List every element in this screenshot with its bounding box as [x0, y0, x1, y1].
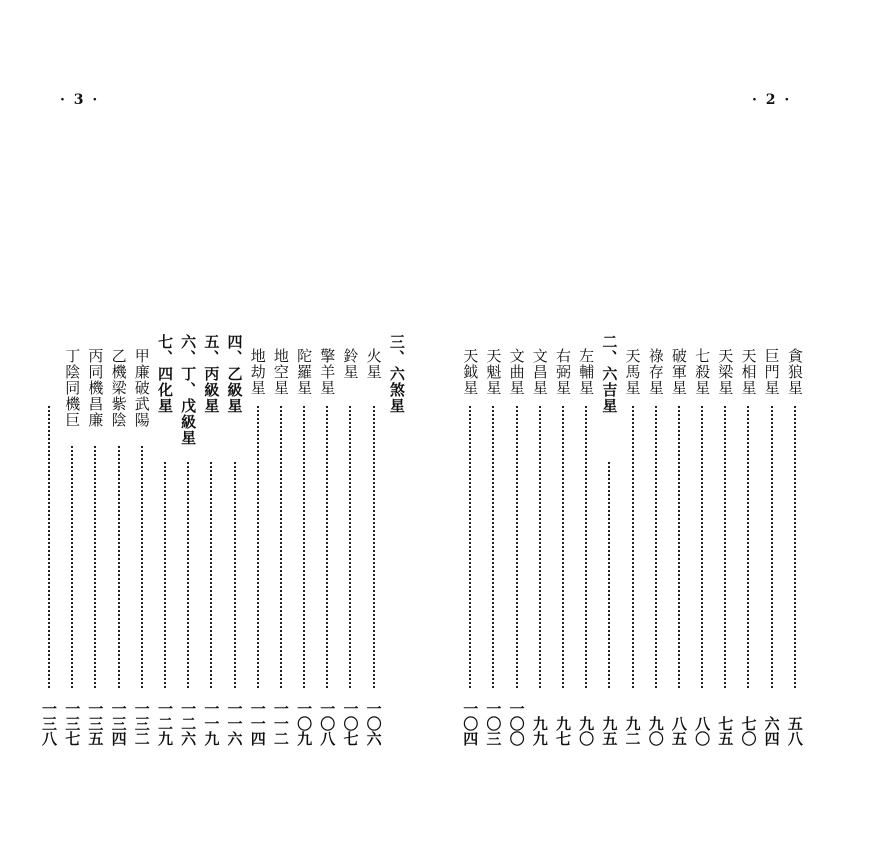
toc-entry-page: 一一六 — [225, 701, 244, 746]
toc-entry — [644, 334, 667, 746]
toc-entry-title: 左輔星 — [577, 348, 596, 396]
toc-dot-leader — [585, 406, 587, 688]
toc-dot-leader — [326, 406, 328, 688]
toc-entry — [269, 334, 292, 746]
toc-dot-leader — [608, 462, 610, 688]
toc-entry-page: 一一九 — [202, 701, 221, 746]
toc-entry-title: 陀羅星 — [295, 348, 314, 396]
toc-entry-page: 九九 — [530, 716, 549, 746]
toc-entry-page: 一〇〇 — [507, 701, 526, 746]
toc-entry — [621, 334, 644, 746]
toc-entry — [107, 334, 130, 746]
toc-entry — [37, 334, 60, 746]
toc-dot-leader — [701, 406, 703, 688]
toc-entry-title: 右弼星 — [553, 348, 572, 396]
toc-dot-leader — [469, 406, 471, 688]
toc-entry — [60, 334, 83, 746]
toc-entry-title: 七、四化星 — [155, 334, 174, 414]
toc-entry — [315, 334, 338, 746]
toc-entry — [292, 334, 315, 746]
toc-entry — [783, 334, 806, 746]
toc-entry-page: 一〇八 — [318, 701, 337, 746]
toc-entry-title: 地空星 — [271, 348, 290, 396]
toc-entry-page: 九〇 — [577, 716, 596, 746]
toc-dot-leader — [303, 406, 305, 688]
left-page-toc — [40, 334, 408, 746]
toc-section-heading — [223, 334, 246, 746]
toc-entry-title: 破軍星 — [669, 348, 688, 396]
toc-section-heading — [597, 334, 620, 746]
toc-dot-leader — [771, 406, 773, 688]
toc-entry-page: 一三七 — [63, 701, 82, 746]
toc-dot-leader — [118, 446, 120, 688]
left-page-number: · 3 · — [60, 92, 100, 108]
toc-entry-page: 六四 — [762, 716, 781, 746]
toc-entry-title: 三、六煞星 — [387, 334, 406, 414]
toc-entry-page: 一〇三 — [484, 701, 503, 746]
toc-entry-page: 八五 — [669, 716, 688, 746]
toc-entry-title: 天相星 — [739, 348, 758, 396]
toc-entry-title: 天魁星 — [484, 348, 503, 396]
toc-entry-page: 一一二 — [271, 701, 290, 746]
toc-dot-leader — [373, 406, 375, 688]
toc-dot-leader — [539, 406, 541, 688]
toc-entry-page: 一三二 — [132, 701, 151, 746]
toc-entry-title: 甲廉破武陽 — [132, 348, 151, 428]
toc-entry-title: 天馬星 — [623, 348, 642, 396]
toc-entry — [528, 334, 551, 746]
toc-dot-leader — [516, 406, 518, 688]
toc-entry — [505, 334, 528, 746]
toc-entry-title: 二、六吉星 — [600, 334, 619, 414]
toc-entry-page: 八〇 — [693, 716, 712, 746]
toc-dot-leader — [492, 406, 494, 688]
toc-entry — [736, 334, 759, 746]
toc-dot-leader — [210, 462, 212, 688]
toc-entry-page: 一三五 — [86, 701, 105, 746]
toc-entry-page: 九七 — [553, 716, 572, 746]
toc-entry-page: 七五 — [716, 716, 735, 746]
toc-entry — [574, 334, 597, 746]
toc-entry-page: 九五 — [600, 716, 619, 746]
toc-entry-title: 祿存星 — [646, 348, 665, 396]
toc-entry — [760, 334, 783, 746]
toc-entry-title: 文曲星 — [507, 348, 526, 396]
toc-entry — [130, 334, 153, 746]
toc-dot-leader — [280, 406, 282, 688]
toc-entry-page: 一二六 — [179, 701, 198, 746]
toc-entry-title: 巨門星 — [762, 348, 781, 396]
toc-dot-leader — [655, 406, 657, 688]
toc-section-heading — [385, 334, 408, 746]
toc-dot-leader — [562, 406, 564, 688]
toc-entry-title: 擎羊星 — [318, 348, 337, 396]
toc-entry-page: 五八 — [785, 716, 804, 746]
toc-dot-leader — [187, 462, 189, 688]
toc-section-heading — [199, 334, 222, 746]
toc-dot-leader — [234, 462, 236, 688]
toc-entry-title: 乙機梁紫陰 — [109, 348, 128, 428]
toc-entry-title: 六、丁、戊級星 — [179, 334, 198, 446]
toc-entry — [667, 334, 690, 746]
toc-dot-leader — [164, 462, 166, 688]
toc-entry-title: 天梁星 — [716, 348, 735, 396]
toc-dot-leader — [257, 406, 259, 688]
toc-entry — [458, 334, 481, 746]
toc-entry-title: 貪狼星 — [785, 348, 804, 396]
toc-entry-title: 丁陰同機巨 — [63, 348, 82, 428]
toc-dot-leader — [632, 406, 634, 688]
toc-entry — [246, 334, 269, 746]
toc-entry-title: 丙同機昌廉 — [86, 348, 105, 428]
toc-section-heading — [153, 334, 176, 746]
right-page-number: · 2 · — [752, 92, 792, 108]
toc-entry-title: 鈴星 — [341, 348, 360, 380]
toc-entry-title: 火星 — [364, 348, 383, 380]
toc-entry-page: 一三八 — [40, 701, 58, 746]
toc-entry-page: 一三四 — [109, 701, 128, 746]
toc-entry-page: 九二 — [623, 716, 642, 746]
toc-entry — [362, 334, 385, 746]
toc-entry — [713, 334, 736, 746]
toc-entry-page: 一〇四 — [461, 701, 480, 746]
toc-entry-title: 五、丙級星 — [202, 334, 221, 414]
toc-entry-title: 四、乙級星 — [225, 334, 244, 414]
toc-entry-page: 一〇七 — [341, 701, 360, 746]
toc-entry-page: 一〇九 — [295, 701, 314, 746]
toc-entry — [338, 334, 361, 746]
toc-entry-page: 七〇 — [739, 716, 758, 746]
toc-entry-title: 七殺星 — [693, 348, 712, 396]
toc-entry-page: 一一四 — [248, 701, 267, 746]
toc-dot-leader — [794, 406, 796, 688]
toc-dot-leader — [747, 406, 749, 688]
toc-entry-title: 文昌星 — [530, 348, 549, 396]
toc-entry — [690, 334, 713, 746]
toc-entry-page: 一二九 — [155, 701, 174, 746]
toc-entry-title: 天鉞星 — [461, 348, 480, 396]
toc-section-heading — [176, 334, 199, 746]
toc-entry-page: 一〇六 — [364, 701, 383, 746]
toc-dot-leader — [141, 446, 143, 688]
toc-dot-leader — [71, 446, 73, 688]
toc-entry — [551, 334, 574, 746]
toc-dot-leader — [724, 406, 726, 688]
toc-entry — [481, 334, 504, 746]
toc-dot-leader — [48, 406, 50, 688]
right-page-toc — [448, 334, 806, 746]
toc-entry-page: 九〇 — [646, 716, 665, 746]
toc-dot-leader — [678, 406, 680, 688]
toc-entry — [83, 334, 106, 746]
toc-dot-leader — [94, 446, 96, 688]
toc-dot-leader — [349, 406, 351, 688]
toc-entry-title: 地劫星 — [248, 348, 267, 396]
